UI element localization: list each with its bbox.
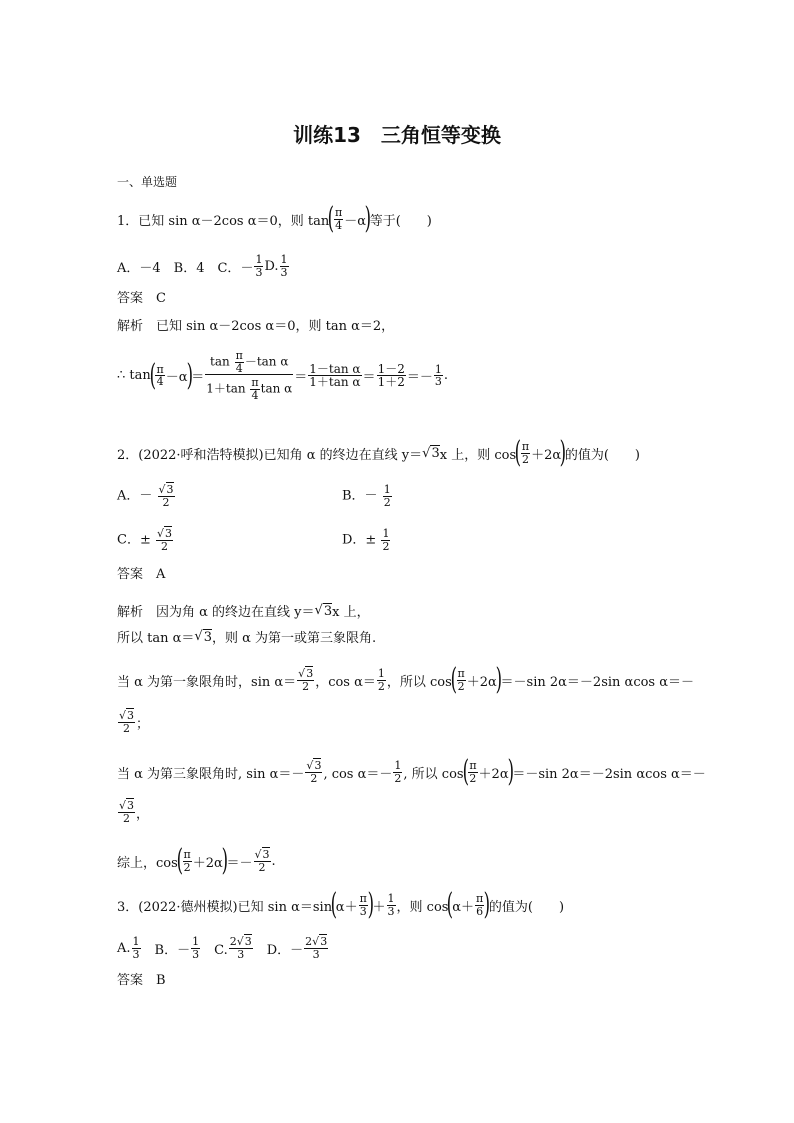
- frac-den: 3: [280, 265, 288, 279]
- frac-den: 4: [251, 388, 259, 402]
- frac-num: π: [156, 362, 164, 376]
- opt-label: D．±: [342, 532, 377, 548]
- page-title: 训练13 三角恒等变换: [293, 123, 501, 147]
- period: .: [443, 368, 448, 384]
- frac-num: 1: [280, 253, 288, 266]
- text: 综上，cos: [117, 855, 178, 871]
- frac-den: 6: [476, 904, 484, 918]
- frac-num: 1: [192, 935, 200, 948]
- q1-stem-prefix: 1．已知 sin α－2cos α＝0，则 tan: [117, 213, 330, 229]
- coef-2: 2: [229, 935, 237, 948]
- frac-num: π: [251, 376, 259, 390]
- plus-2alpha: ＋2α: [531, 447, 562, 463]
- text: ；: [136, 716, 150, 732]
- text: ，cos α＝: [315, 674, 376, 690]
- text: ，: [136, 806, 150, 822]
- text: , 所以 cos: [403, 766, 464, 782]
- q2-stem-mid: x 上，则 cos: [439, 447, 517, 463]
- question-1-stem: [117, 201, 432, 236]
- text: 所以 tan α＝: [117, 631, 195, 646]
- q2-stem-suffix: 的值为( ): [564, 447, 641, 463]
- q2-stem-prefix: 2．(2022·呼和浩特模拟)已知角 α 的终边在直线 y＝: [117, 447, 423, 463]
- equals-minus: ＝－: [406, 370, 433, 386]
- tan-label: tan: [210, 354, 230, 369]
- frac-num: π: [183, 847, 191, 861]
- frac-den: 2: [394, 771, 402, 785]
- frac-num: π: [334, 205, 343, 219]
- frac-num: 1－2: [377, 361, 405, 376]
- frac-den: 4: [335, 218, 343, 232]
- frac-num: 1: [434, 362, 442, 376]
- q2-option-d: [342, 528, 391, 552]
- frac-num: π: [457, 666, 465, 680]
- text: , cos α＝－: [323, 766, 393, 782]
- text: ＋: [372, 899, 386, 915]
- q2-case1-result: $\frac{√3}{2}$ ；: [119, 709, 150, 735]
- frac-den: 2: [457, 679, 465, 693]
- sqrt-3: 3: [244, 935, 252, 948]
- sqrt-3: 3: [314, 758, 322, 772]
- equals: ＝: [362, 370, 376, 386]
- paren-left: (: [327, 201, 335, 236]
- plus-2alpha: ＋2α: [192, 855, 223, 871]
- sqrt-3: 3: [127, 709, 135, 722]
- q2-options-cd: [117, 528, 391, 552]
- opt-label: B．－: [342, 488, 378, 504]
- text: ，则 cos: [396, 899, 449, 915]
- sqrt-3: 3: [203, 629, 212, 645]
- fraction-pi-4: [334, 207, 343, 231]
- opt-label: D．－: [253, 942, 304, 958]
- q1-derivation: ∴ tan ( $\frac{\pi}{4}$ －α ) ＝ tan $\frac{\pi}{4}$ －tan α 1＋tan $\frac{\pi}{4}$ tan α ＝ $\frac{\text{1－tan α}}{\text{1＋tan α}}$ ＝ $\frac{1-2}{1+2}$ ＝－ $\frac{1}{3}$ .: [117, 349, 448, 402]
- q2-analysis-line2: 所以 tan α＝ √ 3 ，则 α 为第一或第三象限角.: [117, 629, 377, 646]
- frac-den: 1＋tan α: [309, 375, 361, 390]
- minus-alpha: －α: [165, 370, 188, 386]
- frac-den: 2: [302, 679, 310, 693]
- paren-right: ): [364, 201, 372, 236]
- text: 当 α 为第三象限角时, sin α＝－: [117, 766, 305, 782]
- frac-num: π: [235, 349, 243, 362]
- big-fraction: [205, 350, 293, 401]
- coef-2: 2: [305, 935, 313, 948]
- equals: ＝: [294, 370, 308, 386]
- frac-den: 3: [359, 904, 367, 918]
- frac-den: 2: [160, 539, 168, 553]
- sqrt-3: 3: [431, 446, 440, 461]
- q2-case1: 当 α 为第一象限角时，sin α＝ $\frac{√3}{2}$ ，cos α＝ $\frac{1}{2}$ ，所以 cos ( $\frac{\pi}{2}$ ＋2α ) ＝－sin 2α＝－2sin αcos α＝－: [117, 662, 695, 697]
- frac-den: 3: [312, 947, 320, 961]
- tan-alpha: tan α: [260, 381, 293, 396]
- sqrt-3: 3: [323, 603, 333, 619]
- question-3-options: A. $\frac{1}{3}$ B．－ $\frac{1}{3}$ C. $\frac{2√3}{3}$ D．－ $\frac{2√3}{3}$: [117, 935, 328, 961]
- frac-den: 2: [162, 495, 170, 509]
- frac-den: 4: [235, 361, 243, 375]
- q1-stem-suffix: 等于( ): [369, 213, 432, 229]
- text: ＝－sin 2α＝－2sin αcos α＝－: [512, 766, 706, 782]
- sqrt-3: 3: [320, 935, 328, 948]
- frac-num: π: [475, 891, 484, 905]
- minus-alpha: －α: [344, 213, 366, 229]
- text: ，所以 cos: [386, 674, 452, 690]
- opt-label: A.: [117, 940, 131, 956]
- q3-answer: 答案 B: [117, 973, 166, 988]
- frac-den: 2: [521, 452, 529, 466]
- equals: ＝: [191, 370, 205, 386]
- opt-label: C.: [201, 942, 228, 958]
- q2-options-ab: [117, 484, 393, 508]
- q2-option-a: A．－ $\frac{√3}{2}$: [117, 483, 174, 509]
- frac-den: 3: [192, 947, 200, 961]
- alpha-plus: α＋: [335, 899, 358, 915]
- q2-analysis-line1: 解析 因为角 α 的终边在直线 y＝ √ 3 x 上，: [117, 603, 370, 620]
- frac-num: 1: [387, 891, 395, 905]
- frac-den: 3: [387, 904, 395, 918]
- q1-opt-d: D.: [264, 258, 279, 274]
- alpha-plus: α＋: [452, 899, 474, 915]
- frac-num: 1: [255, 253, 263, 266]
- frac-num: 1: [377, 666, 385, 680]
- frac-den: 2: [377, 679, 385, 693]
- frac-den: 3: [237, 947, 245, 961]
- frac-den: 2: [382, 539, 390, 553]
- minus-tan-alpha: －tan α: [244, 354, 289, 369]
- q2-summary: 综上，cos ( $\frac{\pi}{2}$ ＋2α ) ＝－ $\frac{√3}{2}$ .: [117, 843, 276, 878]
- frac-den: 3: [132, 947, 140, 961]
- text: x 上，: [332, 605, 370, 620]
- q2-answer: 答案 A: [117, 567, 166, 582]
- sqrt-3: 3: [306, 666, 314, 680]
- frac-den: 1＋2: [377, 375, 405, 390]
- frac-num: 1: [394, 758, 402, 772]
- q1-analysis: 解析 已知 sin α－2cos α＝0，则 tan α＝2，: [117, 319, 395, 334]
- q2-case2-result: $\frac{√3}{2}$ ，: [119, 799, 150, 825]
- period: .: [271, 853, 276, 869]
- text: 的值为( ): [488, 899, 565, 915]
- frac-den: 2: [469, 771, 477, 785]
- frac-num: 1－tan α: [309, 361, 361, 376]
- text: 3．(2022·德州模拟)已知 sin α＝sin: [117, 899, 333, 915]
- question-2-stem: 2．(2022·呼和浩特模拟)已知角 α 的终边在直线 y＝ √ 3 x 上，则 cos ( $\frac{\pi}{2}$ ＋2α ) 的值为( ): [117, 435, 641, 470]
- frac-den: 3: [434, 375, 442, 389]
- plus-2alpha: ＋2α: [466, 674, 497, 690]
- text: ，则 α 为第一或第三象限角.: [211, 631, 377, 646]
- fraction-1-3: [280, 254, 289, 278]
- frac-den: 2: [258, 860, 266, 874]
- q2-case2: 当 α 为第三象限角时, sin α＝－ $\frac{√3}{2}$ , cos α＝－ $\frac{1}{2}$ , 所以 cos ( $\frac{\pi}{2}$ ＋2α ) ＝－sin 2α＝－2sin αcos α＝－: [117, 754, 706, 789]
- q1-options: A．－4 B．4 C．: [117, 260, 241, 276]
- frac-num: π: [521, 439, 530, 453]
- frac-den: 2: [123, 811, 130, 825]
- section-heading: 一、单选题: [117, 175, 178, 189]
- frac-num: π: [359, 891, 367, 905]
- sqrt-3: 3: [165, 527, 172, 540]
- frac-den: 3: [255, 265, 263, 279]
- question-1-options: A．－4 B．4 C． － $\frac{1}{3}$ D. $\frac{1}{3}$: [117, 253, 288, 279]
- frac-den: 2: [383, 495, 391, 509]
- question-3-stem: 3．(2022·德州模拟)已知 sin α＝sin ( α＋ $\frac{\pi}{3}$ ) ＋ $\frac{1}{3}$ ，则 cos ( α＋ $\frac{\pi}{6}$ ) 的值为( ): [117, 887, 565, 922]
- opt-label: A．－: [117, 488, 153, 504]
- frac-den: 2: [310, 771, 318, 785]
- frac-num: 1: [132, 935, 140, 948]
- opt-label: B．－: [141, 942, 191, 958]
- text: ＝－: [226, 855, 253, 871]
- fraction-1-3: [254, 254, 263, 278]
- q2-option-b: [342, 484, 393, 508]
- frac-den: 2: [123, 721, 130, 735]
- sqrt-3: 3: [262, 847, 270, 861]
- frac-num: 1: [383, 483, 391, 496]
- plus-2alpha: ＋2α: [478, 766, 509, 782]
- sqrt-3: 3: [166, 483, 174, 496]
- frac-num: π: [469, 758, 477, 772]
- frac-den: 2: [183, 860, 191, 874]
- q2-option-c: C．± $\frac{√3}{2}$: [117, 527, 172, 553]
- opt-label: C．±: [117, 532, 151, 548]
- frac-num: 1: [382, 527, 390, 540]
- q1-answer: 答案 C: [117, 291, 166, 306]
- text: ＝－sin 2α＝－2sin αcos α＝－: [500, 674, 695, 690]
- text: 解析 因为角 α 的终边在直线 y＝: [117, 605, 315, 620]
- sqrt-3: 3: [127, 799, 135, 812]
- frac-den: 4: [156, 375, 164, 389]
- therefore-tan: ∴ tan: [117, 368, 151, 384]
- one-plus-tan: 1＋tan: [206, 381, 246, 396]
- text: 当 α 为第一象限角时，sin α＝: [117, 674, 297, 690]
